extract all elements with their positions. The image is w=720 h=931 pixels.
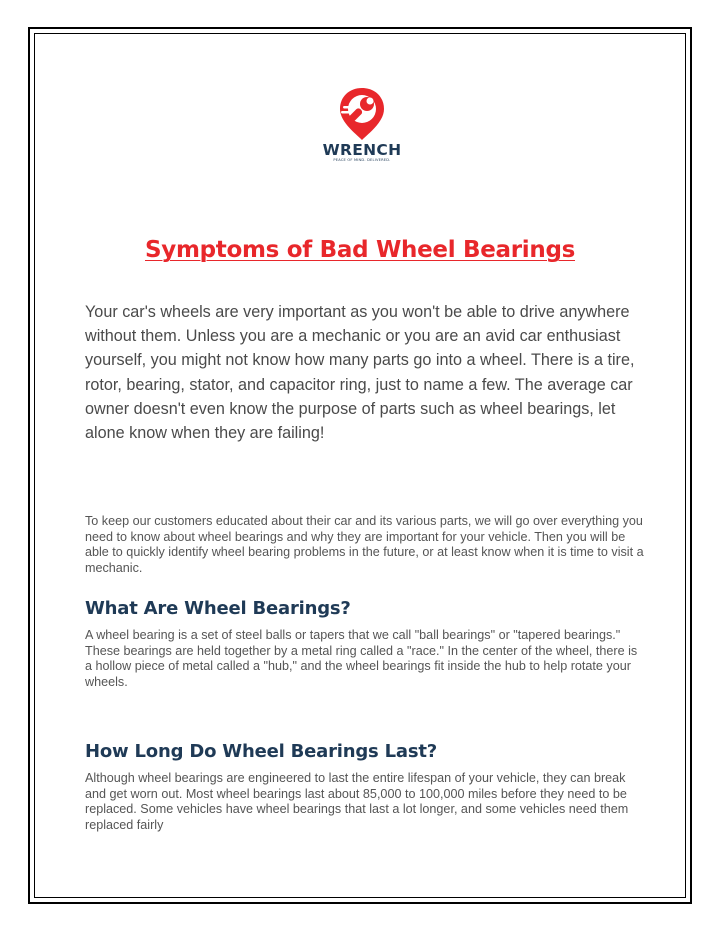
section-body-what-are: A wheel bearing is a set of steel balls or tapers that we call "ball bearings" or "tapered bearings." These bearings are held together by a metal ring called a "race." In the center of the wheel, there is a hollow piece of metal called a "hub," and the wheel bearings fit inside the hub to help rotate your wheels. <box>85 628 638 689</box>
brand-logo <box>322 86 402 172</box>
wrench-pin-logo-icon <box>337 86 387 142</box>
section-heading-what-are: What Are Wheel Bearings? <box>85 598 351 619</box>
article-title: Symptoms of Bad Wheel Bearings <box>144 237 576 264</box>
education-paragraph: To keep our customers educated about their car and its various parts, we will go over everything you need to know about wheel bearings and why they are important for your vehicle. Then you will be able to quickly identify wheel bearing problems in the future, or at least know when it is time to visit a mechanic. <box>85 514 644 575</box>
brand-tagline: PEACE OF MIND. DELIVERED. <box>333 158 391 162</box>
intro-paragraph: Your car's wheels are very important as you won't be able to drive anywhere without them. Unless you are a mechanic or you are an avid car enthusiast yourself, you might not know how many parts go into a wheel. There is a tire, rotor, bearing, stator, and capacitor ring, just to name a few. The average car owner doesn't even know the purpose of parts such as wheel bearings, let alone know when they are failing! <box>85 303 635 443</box>
brand-name: WRENCH <box>322 141 402 159</box>
section-body-how-long: Although wheel bearings are engineered to last the entire lifespan of your vehicle, they can break and get worn out. Most wheel bearings last about 85,000 to 100,000 miles before they need to be replaced. Some vehicles have wheel bearings that last a lot longer, and some vehicles need them replaced fairly <box>85 771 629 832</box>
section-heading-how-long: How Long Do Wheel Bearings Last? <box>85 741 438 762</box>
